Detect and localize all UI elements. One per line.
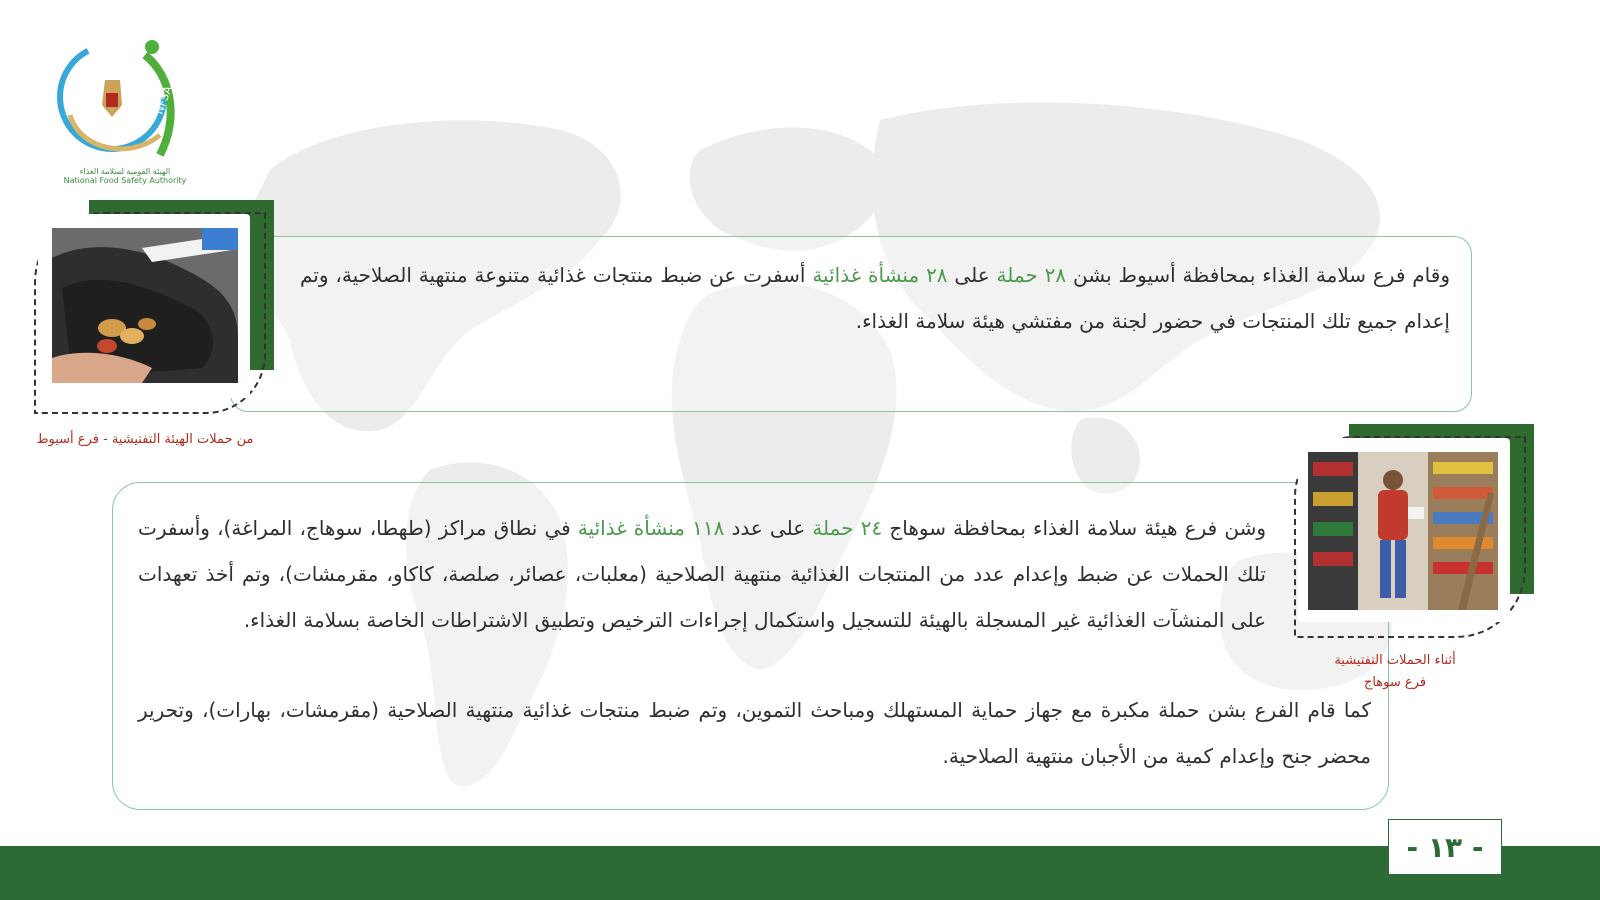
- logo-name-arabic: الهيئة القومية لسلامة الغذاء: [79, 167, 171, 176]
- sohag-campaigns: ٢٤ حملة: [812, 516, 883, 540]
- photo-frame-asyut: [24, 200, 274, 418]
- asyut-campaigns: ٢٨ حملة: [996, 263, 1067, 287]
- sohag-text-a: وشن فرع هيئة سلامة الغذاء بمحافظة سوهاج: [882, 516, 1266, 540]
- photo-frame-sohag: [1284, 424, 1534, 642]
- asyut-facilities: ٢٨ منشأة غذائية: [812, 263, 948, 287]
- paragraph-sohag: [138, 505, 1266, 643]
- nfsa-logo: [50, 35, 200, 195]
- paragraph-asyut: [300, 252, 1450, 344]
- caption-sohag-line2: فرع سوهاج: [1363, 675, 1427, 690]
- logo-abbr: NFSA: [152, 84, 175, 117]
- sohag-facilities: ١١٨ منشأة غذائية: [577, 516, 725, 540]
- footer-bar: [0, 846, 1600, 900]
- photo-sohag-inspection: [1308, 452, 1498, 610]
- asyut-text-a: وقام فرع سلامة الغذاء بمحافظة أسيوط بشن: [1066, 263, 1450, 287]
- sohag-text-c: في نطاق مراكز (طهطا، سوهاج، المراغة)، وأسفرت تلك الحملات عن ضبط وإعدام عدد من المنتجات الغذائية منتهية الصلاحية (معلبات، عصائر، صلصة، كاكاو، مقرمشات)، وتم أخذ تعهدات على المنشآت الغذائية غير المسجلة بالهيئة للتسجيل واستكمال إجراءات الترخيص وتطبيق الاشتراطات الخاصة بسلامة الغذاء.: [138, 516, 1266, 632]
- asyut-text-b: على: [947, 263, 997, 287]
- caption-sohag-line1: أثناء الحملات التفتيشية: [1334, 653, 1456, 668]
- logo-name-english: National Food Safety Authority: [63, 176, 187, 185]
- photo-asyut-inspection: [52, 228, 238, 383]
- caption-sohag: [1310, 650, 1480, 694]
- asyut-text-c: أسفرت عن ضبط منتجات غذائية متنوعة منتهية الصلاحية، وتم إعدام جميع تلك المنتجات في حضور لجنة من مفتشي هيئة سلامة الغذاء.: [300, 263, 1450, 333]
- page-number: - ١٣ -: [1388, 819, 1502, 875]
- nfsa-emblem-icon: [50, 35, 200, 165]
- paragraph-sohag-joint-campaign: كما قام الفرع بشن حملة مكبرة مع جهاز حماية المستهلك ومباحث التموين، وتم ضبط منتجات غذائية منتهية الصلاحية (مقرمشات، بهارات)، وتحرير محضر جنح وإعدام كمية من الأجبان منتهية الصلاحية.: [138, 698, 1371, 768]
- sohag-text-b: على عدد: [724, 516, 813, 540]
- caption-asyut: من حملات الهيئة التفتيشية - فرع أسيوط: [36, 432, 254, 447]
